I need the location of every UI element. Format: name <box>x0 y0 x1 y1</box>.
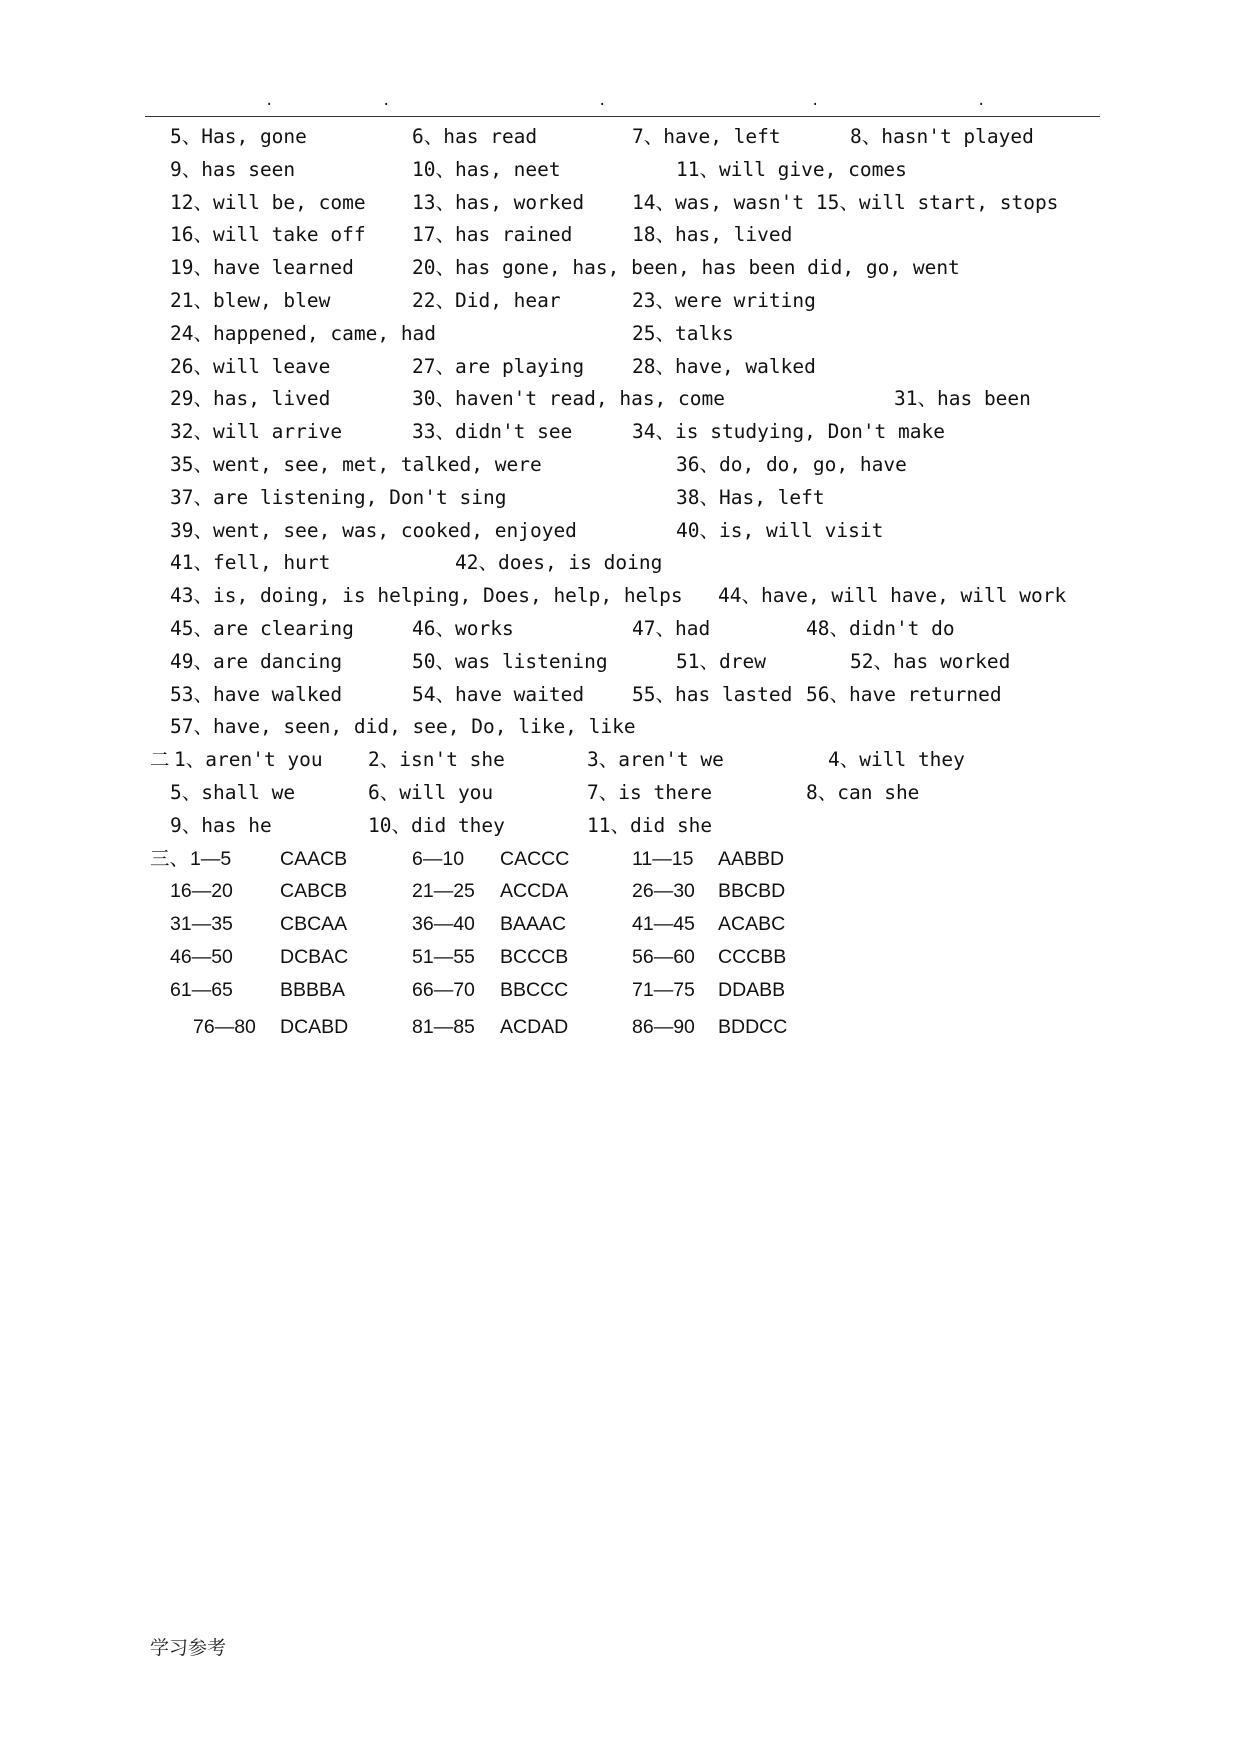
question-range: 66—70 <box>412 978 475 1001</box>
answer-item: 28、have, walked <box>632 354 816 378</box>
question-range: 26—30 <box>632 880 695 903</box>
choice-row <box>0 941 1241 974</box>
answer-item: 24、happened, came, had <box>170 321 437 345</box>
answer-row <box>0 154 1241 187</box>
answer-item: 4、will they <box>828 748 965 772</box>
answer-item: 30、haven't read, has, come <box>412 387 725 411</box>
answer-row <box>0 810 1241 843</box>
question-range: 16—20 <box>170 880 233 903</box>
answer-item: 19、have learned <box>170 256 354 280</box>
answer-item: 55、has lasted <box>632 682 793 706</box>
choice-answers: DCBAC <box>280 945 349 968</box>
answer-row <box>0 121 1241 154</box>
choice-answers: BBCCC <box>500 978 569 1001</box>
page-header <box>145 92 1100 112</box>
answer-item: 7、have, left <box>632 125 781 148</box>
answer-item: 8、hasn't played <box>850 125 1034 148</box>
answer-item: 23、were writing <box>632 288 816 312</box>
answer-row <box>0 482 1241 515</box>
answer-row <box>0 416 1241 449</box>
question-range: 71—75 <box>632 978 695 1001</box>
answer-item: 18、has, lived <box>632 223 793 247</box>
answer-item: 57、have, seen, did, see, Do, like, like <box>170 715 636 739</box>
choice-answers: BBCBD <box>718 880 786 903</box>
answer-item: 7、is there <box>587 780 713 804</box>
answer-item: 52、has worked <box>850 649 1011 673</box>
question-range: 11—15 <box>632 847 694 870</box>
question-range: 61—65 <box>170 978 233 1001</box>
answer-row <box>0 318 1241 351</box>
answer-row <box>0 646 1241 679</box>
answer-row <box>0 187 1241 220</box>
answer-item: 21、blew, blew <box>170 288 331 312</box>
answer-item: 5、Has, gone <box>170 125 307 148</box>
header-dot: . <box>811 93 820 109</box>
question-range: 6—10 <box>412 847 465 870</box>
question-range: 31—35 <box>170 913 233 936</box>
choice-answers: CABCB <box>280 880 348 903</box>
answer-item: 45、are clearing <box>170 616 354 640</box>
answer-item: 39、went, see, was, cooked, enjoyed <box>170 518 577 542</box>
answer-item: 3、aren't we <box>587 748 724 772</box>
answer-item: 26、will leave <box>170 354 331 378</box>
choice-answers: BBBBA <box>280 978 346 1001</box>
question-range: 86—90 <box>632 1015 695 1038</box>
answer-item: 46、works <box>412 616 514 640</box>
choice-row <box>0 974 1241 1007</box>
answer-item: 47、had <box>632 616 711 640</box>
question-range: 36—40 <box>412 913 475 936</box>
answer-item: 31、has been <box>894 387 1031 411</box>
answer-item: 36、do, do, go, have <box>676 452 907 476</box>
answer-item: 10、did they <box>368 813 505 837</box>
choice-answers: CBCAA <box>280 913 348 936</box>
answer-item: 50、was listening <box>412 649 608 673</box>
answer-row <box>0 383 1241 416</box>
choice-row <box>0 875 1241 908</box>
answer-key <box>0 121 1241 1047</box>
answer-row <box>0 679 1241 712</box>
answer-item: 34、is studying, Don't make <box>632 420 945 444</box>
answer-item: 29、has, lived <box>170 387 331 411</box>
answer-item: 6、will you <box>368 780 494 804</box>
answer-item: 5、shall we <box>170 780 296 804</box>
answer-item: 25、talks <box>632 321 734 345</box>
choice-answers: ACDAD <box>500 1015 569 1038</box>
answer-row <box>0 351 1241 384</box>
question-range: 56—60 <box>632 945 695 968</box>
answer-item: 6、has read <box>412 125 538 148</box>
page-footer: 学习参考 <box>150 1637 227 1659</box>
answer-item: 2、isn't she <box>368 748 505 772</box>
answer-row <box>0 744 1241 777</box>
header-rule <box>145 116 1100 117</box>
answer-item: 11、will give, comes <box>676 157 907 181</box>
answer-item: 8、can she <box>806 780 920 804</box>
header-dot: . <box>382 93 391 109</box>
answer-item: 9、has he <box>170 813 272 837</box>
answer-item: 44、have, will have, will work <box>718 584 1067 608</box>
choice-answers: ACABC <box>718 913 786 936</box>
answer-row <box>0 613 1241 646</box>
answer-item: 22、Did, hear <box>412 288 561 312</box>
question-range: 51—55 <box>412 945 475 968</box>
choice-answers: CACCC <box>500 847 570 870</box>
choice-answers: CCCBB <box>718 945 787 968</box>
answer-item: 43、is, doing, is helping, Does, help, helps <box>170 584 683 608</box>
header-dot: . <box>977 93 986 109</box>
header-dot: . <box>265 93 274 109</box>
answer-item: 35、went, see, met, talked, were <box>170 452 542 476</box>
answer-item: 33、didn't see <box>412 420 573 444</box>
answer-row <box>0 711 1241 744</box>
choice-row <box>0 843 1241 876</box>
answer-item: 48、didn't do <box>806 616 955 640</box>
question-range: 46—50 <box>170 945 233 968</box>
choice-answers: CAACB <box>280 847 348 870</box>
answer-item: 38、Has, left <box>676 485 825 509</box>
answer-row <box>0 580 1241 613</box>
answer-item: 32、will arrive <box>170 420 343 444</box>
question-range: 1—5 <box>190 847 232 870</box>
question-range: 21—25 <box>412 880 475 903</box>
answer-item: 27、are playing <box>412 354 585 378</box>
answer-item: 56、have returned <box>806 682 1002 706</box>
answer-item: 53、have walked <box>170 682 343 706</box>
answer-item: 42、does, is doing <box>455 551 663 575</box>
question-range: 41—45 <box>632 913 695 936</box>
answer-item: 51、drew <box>676 649 766 673</box>
answer-item: 49、are dancing <box>170 649 343 673</box>
question-range: 76—80 <box>193 1015 256 1038</box>
choice-answers: BDDCC <box>718 1015 788 1038</box>
answer-item: 37、are listening, Don't sing <box>170 485 507 509</box>
answer-item: 17、has rained <box>412 223 573 247</box>
choice-answers: BCCCB <box>500 945 569 968</box>
question-range: 81—85 <box>412 1015 475 1038</box>
answer-item: 20、has gone, has, been, has been did, go, went <box>412 256 960 280</box>
answer-item: 9、has seen <box>170 157 296 181</box>
answer-item: 11、did she <box>587 813 713 837</box>
choice-answers: DCABD <box>280 1015 349 1038</box>
choice-answers: AABBD <box>718 847 785 870</box>
answer-item: 13、has, worked <box>412 190 585 214</box>
choice-row <box>0 908 1241 941</box>
answer-row <box>0 285 1241 318</box>
answer-row <box>0 449 1241 482</box>
answer-row <box>0 219 1241 252</box>
answer-item: 14、was, wasn't 15、will start, stops <box>632 190 1059 214</box>
answer-item: 40、is, will visit <box>676 518 884 542</box>
answer-row <box>0 547 1241 580</box>
choice-answers: BAAAC <box>500 913 567 936</box>
header-dot: . <box>598 93 607 109</box>
section-number: 三、 <box>150 846 190 870</box>
answer-row <box>0 515 1241 548</box>
answer-item: 16、will take off <box>170 223 366 247</box>
answer-item: 12、will be, come <box>170 190 366 214</box>
answer-item: 10、has, neet <box>412 157 561 181</box>
choice-row <box>0 1007 1241 1047</box>
answer-item: 1、aren't you <box>174 748 323 772</box>
answer-item: 41、fell, hurt <box>170 551 331 575</box>
choice-answers: ACCDA <box>500 880 569 903</box>
section-number: 二 <box>150 748 170 772</box>
answer-row <box>0 252 1241 285</box>
answer-row <box>0 777 1241 810</box>
answer-item: 54、have waited <box>412 682 585 706</box>
choice-answers: DDABB <box>718 978 786 1001</box>
